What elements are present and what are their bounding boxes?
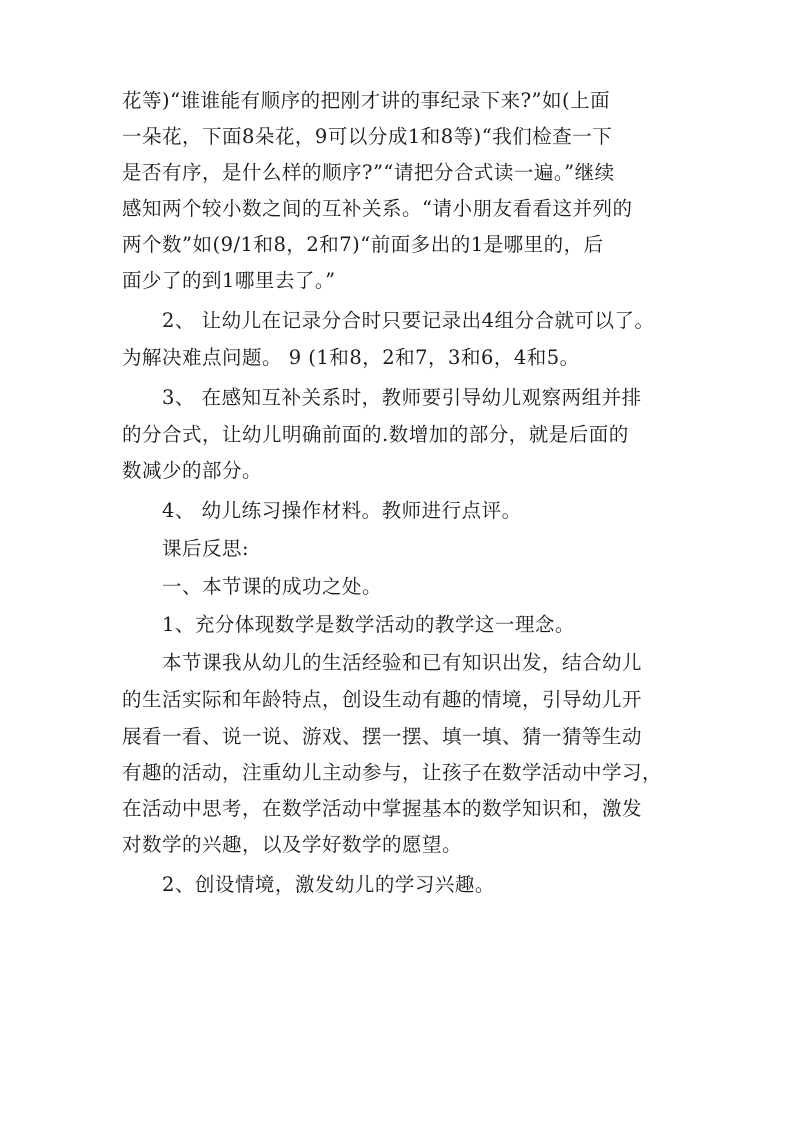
text-line: 的分合式，让幼儿明确前面的.数增加的部分，就是后面的	[122, 423, 629, 446]
text-line: 花等)“谁谁能有顺序的把刚才讲的事纪录下来?”如(上面	[122, 89, 611, 112]
text-line: 2、 让幼儿在记录分合时只要记录出4组分合就可以了。	[162, 309, 655, 332]
text-line: 的生活实际和年龄特点，创设生动有趣的情境，引导幼儿开	[122, 688, 643, 711]
text-line: 两个数”如(9/1和8，2和7)“前面多出的1是哪里的，后	[122, 233, 604, 256]
text-line: 展看一看、说一说、游戏、摆一摆、填一填、猜一猜等生动	[122, 725, 643, 748]
text-line: 1、充分体现数学是数学活动的教学这一理念。	[162, 613, 575, 636]
text-line: 面少了的到1哪里去了。”	[122, 269, 336, 292]
text-line: 一、本节课的成功之处。	[162, 575, 383, 598]
text-line: 感知两个较小数之间的互补关系。“请小朋友看看这并列的	[122, 197, 633, 220]
text-line: 对数学的兴趣，以及学好数学的愿望。	[122, 833, 463, 856]
text-line: 为解决难点问题。 9 (1和8，2和7，3和6，4和5。	[122, 346, 580, 369]
text-line: 是否有序，是什么样的顺序?”“请把分合式读一遍。”继续	[122, 161, 615, 184]
text-line: 2、创设情境，激发幼儿的学习兴趣。	[162, 873, 495, 896]
text-line: 一朵花，下面8朵花，9可以分成1和8等)“我们检查一下	[122, 125, 613, 148]
text-line: 有趣的活动，注重幼儿主动参与，让孩子在数学活动中学习，	[122, 761, 663, 784]
text-line: 3、 在感知互补关系时，教师要引导幼儿观察两组并排	[162, 386, 642, 409]
text-line: 课后反思:	[162, 537, 250, 560]
text-line: 4、 幼儿练习操作材料。教师进行点评。	[162, 499, 522, 522]
text-line: 本节课我从幼儿的生活经验和已有知识出发，结合幼儿	[162, 651, 643, 674]
text-line: 数减少的部分。	[122, 459, 263, 482]
text-line: 在活动中思考，在数学活动中掌握基本的数学知识和，激发	[122, 797, 643, 820]
